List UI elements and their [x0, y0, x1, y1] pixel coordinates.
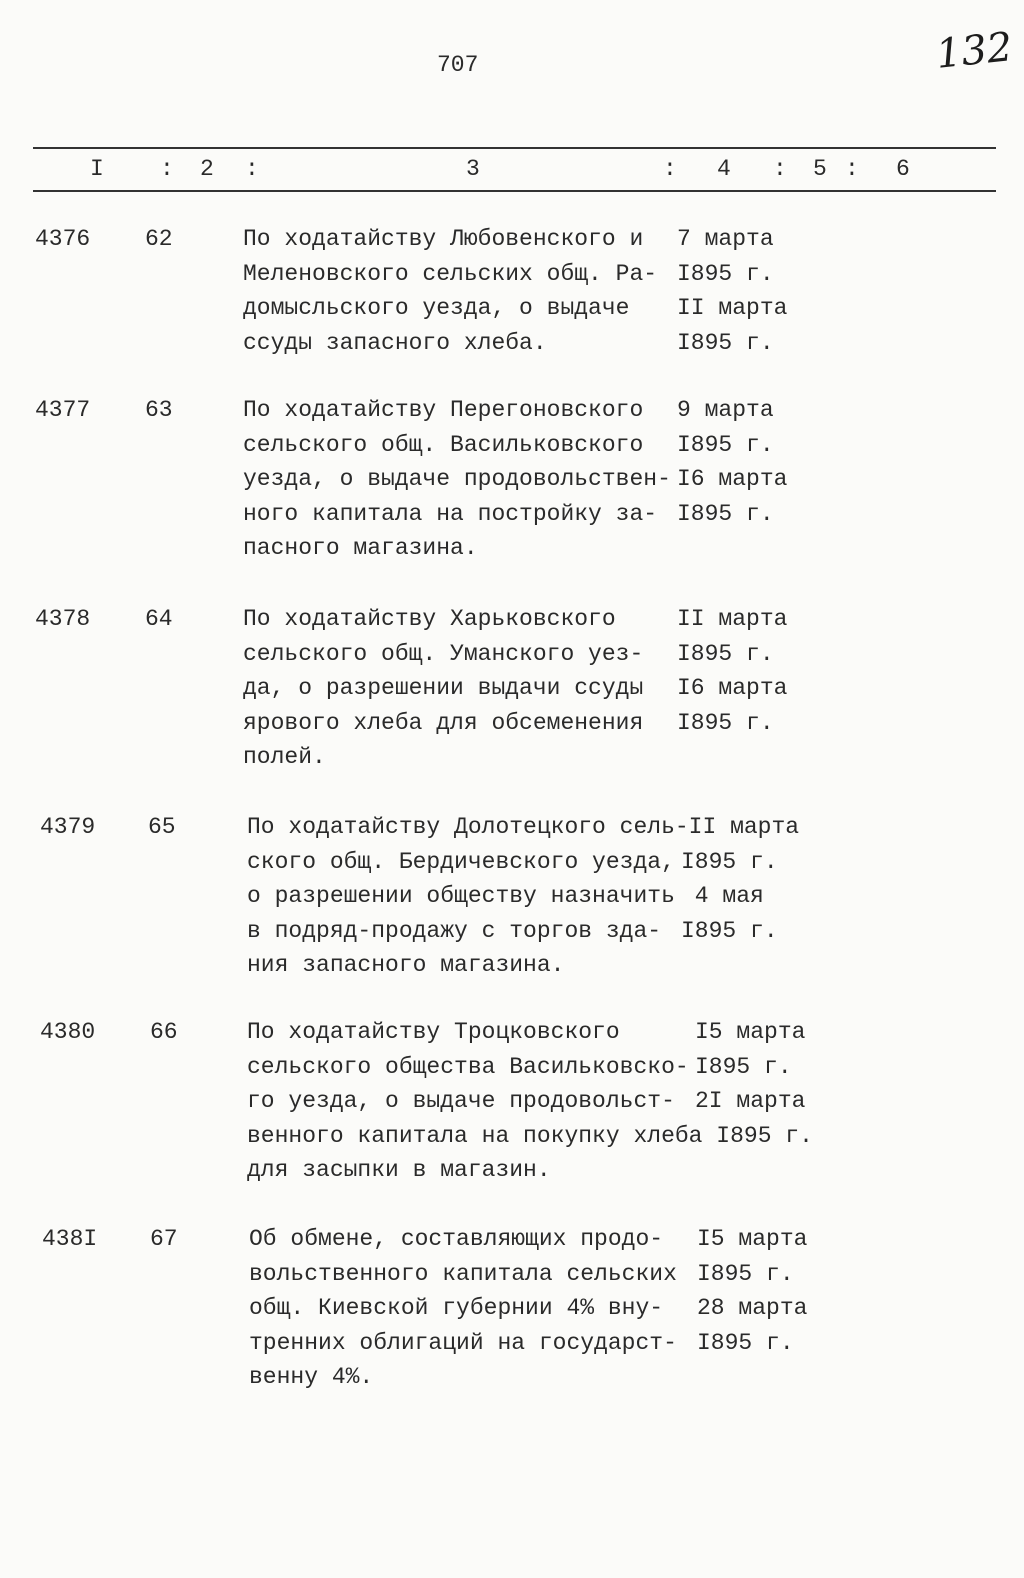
date-text: I895 г. [697, 1329, 794, 1356]
entry-line [243, 222, 787, 257]
entry-lines [249, 1222, 807, 1395]
header-top-rule [33, 147, 996, 149]
entry-line [243, 602, 787, 637]
entry-number: 4378 [35, 606, 91, 632]
description-text: ного капитала на постройку за- [243, 500, 658, 527]
entry-lines [243, 222, 787, 360]
date-text: 7 марта [677, 226, 774, 252]
entry-line [247, 879, 799, 914]
col-header-2: 2 [200, 156, 214, 182]
col-header-4: 4 [717, 156, 731, 182]
entry-line [247, 948, 799, 983]
description-text: вольственного капитала сельских [249, 1260, 677, 1287]
entry-number: 4380 [40, 1019, 96, 1045]
date-text: I895 г. [677, 431, 774, 458]
entry-line [249, 1257, 807, 1292]
date-text: I895 г. [695, 1053, 792, 1080]
description-text: го уезда, о выдаче продовольст- [247, 1088, 675, 1115]
item-number: 66 [150, 1019, 178, 1045]
col-header-6: 6 [896, 156, 910, 182]
entry-lines [243, 393, 787, 566]
date-text: II марта [677, 295, 788, 322]
description-text: общ. Киевской губернии 4% вну- [249, 1295, 664, 1322]
date-text: I895 г. [677, 329, 774, 356]
entry-number: 438I [42, 1226, 98, 1252]
date-text: I895 г. [677, 260, 774, 287]
entry-line [247, 914, 799, 949]
col-separator: : [663, 156, 677, 182]
entry-line [243, 706, 787, 741]
entry-number: 4377 [35, 397, 91, 423]
entry-number: 4376 [35, 226, 91, 252]
description-text: для засыпки в магазин. [247, 1157, 551, 1184]
entry-line [243, 393, 787, 428]
col-header-5: 5 [813, 156, 827, 182]
description-text: тренних облигаций на государст- [249, 1329, 677, 1356]
entry-line [249, 1360, 807, 1395]
entry-lines [247, 810, 799, 983]
date-text: 4 мая [681, 883, 764, 910]
description-text: сельского общ. Васильковского [243, 431, 644, 458]
description-text: полей. [243, 744, 326, 771]
date-text: I6 марта [677, 675, 788, 702]
entry-line [243, 257, 787, 292]
item-number: 64 [145, 606, 173, 632]
date-text: I5 марта [695, 1019, 806, 1045]
description-text: венного капитала на покупку хлеба [247, 1122, 703, 1149]
col-header-3: 3 [466, 156, 480, 182]
description-text: По ходатайству Троцковского [247, 1019, 620, 1045]
description-text: уезда, о выдаче продовольствен- [243, 466, 671, 493]
description-text: ского общ. Бердичевского уезда, [247, 848, 675, 875]
entry-lines [243, 602, 787, 775]
entry-line [247, 845, 799, 880]
entry-line [243, 291, 787, 326]
item-number: 67 [150, 1226, 178, 1252]
description-text: венну 4%. [249, 1364, 374, 1391]
description-text: ссуды запасного хлеба. [243, 329, 547, 356]
entry-line [243, 671, 787, 706]
description-text: По ходатайству Харьковского [243, 606, 616, 632]
description-text: ярового хлеба для обсеменения [243, 709, 644, 736]
entry-line [243, 428, 787, 463]
description-text: пасного магазина. [243, 535, 478, 562]
description-text: да, о разрешении выдачи ссуды [243, 675, 644, 702]
entry-line [243, 740, 787, 775]
item-number: 62 [145, 226, 173, 252]
header-bottom-rule [33, 190, 996, 192]
entry-lines [247, 1015, 813, 1188]
description-text: По ходатайству Любовенского и [243, 226, 644, 252]
date-text: 28 марта [697, 1295, 808, 1322]
date-text: 2I марта [695, 1088, 806, 1115]
entry-line [247, 1084, 813, 1119]
date-text: 9 марта [677, 397, 774, 423]
entry-line [249, 1291, 807, 1326]
description-text: домысльского уезда, о выдаче [243, 295, 630, 322]
description-text: Меленовского сельских общ. Ра- [243, 260, 658, 287]
entry-line [247, 1050, 813, 1085]
description-text: в подряд-продажу с торгов зда- [247, 917, 662, 944]
entry-line [243, 531, 787, 566]
description-text: По ходатайству Перегоновского [243, 397, 644, 423]
entry-line [243, 462, 787, 497]
entry-line [243, 637, 787, 672]
date-text: II марта [677, 606, 788, 632]
item-number: 65 [148, 814, 176, 840]
description-text: Об обмене, составляющих продо- [249, 1226, 664, 1252]
entry-line [243, 497, 787, 532]
entry-line [249, 1326, 807, 1361]
col-separator: : [245, 156, 259, 182]
entry-line [247, 810, 799, 845]
entry-line [249, 1222, 807, 1257]
date-text: I895 г. [702, 1122, 813, 1149]
description-text: о разрешении обществу назначить [247, 883, 675, 910]
date-text: I6 марта [677, 466, 788, 493]
date-text: I895 г. [697, 1260, 794, 1287]
handwritten-folio-number: 132 [933, 24, 1015, 78]
date-text: II марта [688, 814, 800, 840]
entry-line [243, 326, 787, 361]
date-text: I895 г. [681, 917, 778, 944]
col-separator: : [773, 156, 787, 182]
entry-line [247, 1015, 813, 1050]
date-text: I895 г. [677, 640, 774, 667]
entry-number: 4379 [40, 814, 96, 840]
date-text: I895 г. [677, 500, 774, 527]
page-number: 707 [437, 52, 479, 78]
entry-line [247, 1153, 813, 1188]
description-text: По ходатайству Долотецкого сель- [247, 814, 689, 840]
entry-line [247, 1119, 813, 1154]
description-text: сельского общества Васильковско- [247, 1053, 689, 1080]
date-text: I895 г. [681, 848, 778, 875]
description-text: ния запасного магазина. [247, 952, 565, 979]
date-text: I5 марта [697, 1226, 808, 1252]
description-text: сельского общ. Уманского уез- [243, 640, 644, 667]
col-separator: : [160, 156, 174, 182]
date-text: I895 г. [677, 709, 774, 736]
col-header-1: I [90, 156, 104, 182]
item-number: 63 [145, 397, 173, 423]
col-separator: : [845, 156, 859, 182]
